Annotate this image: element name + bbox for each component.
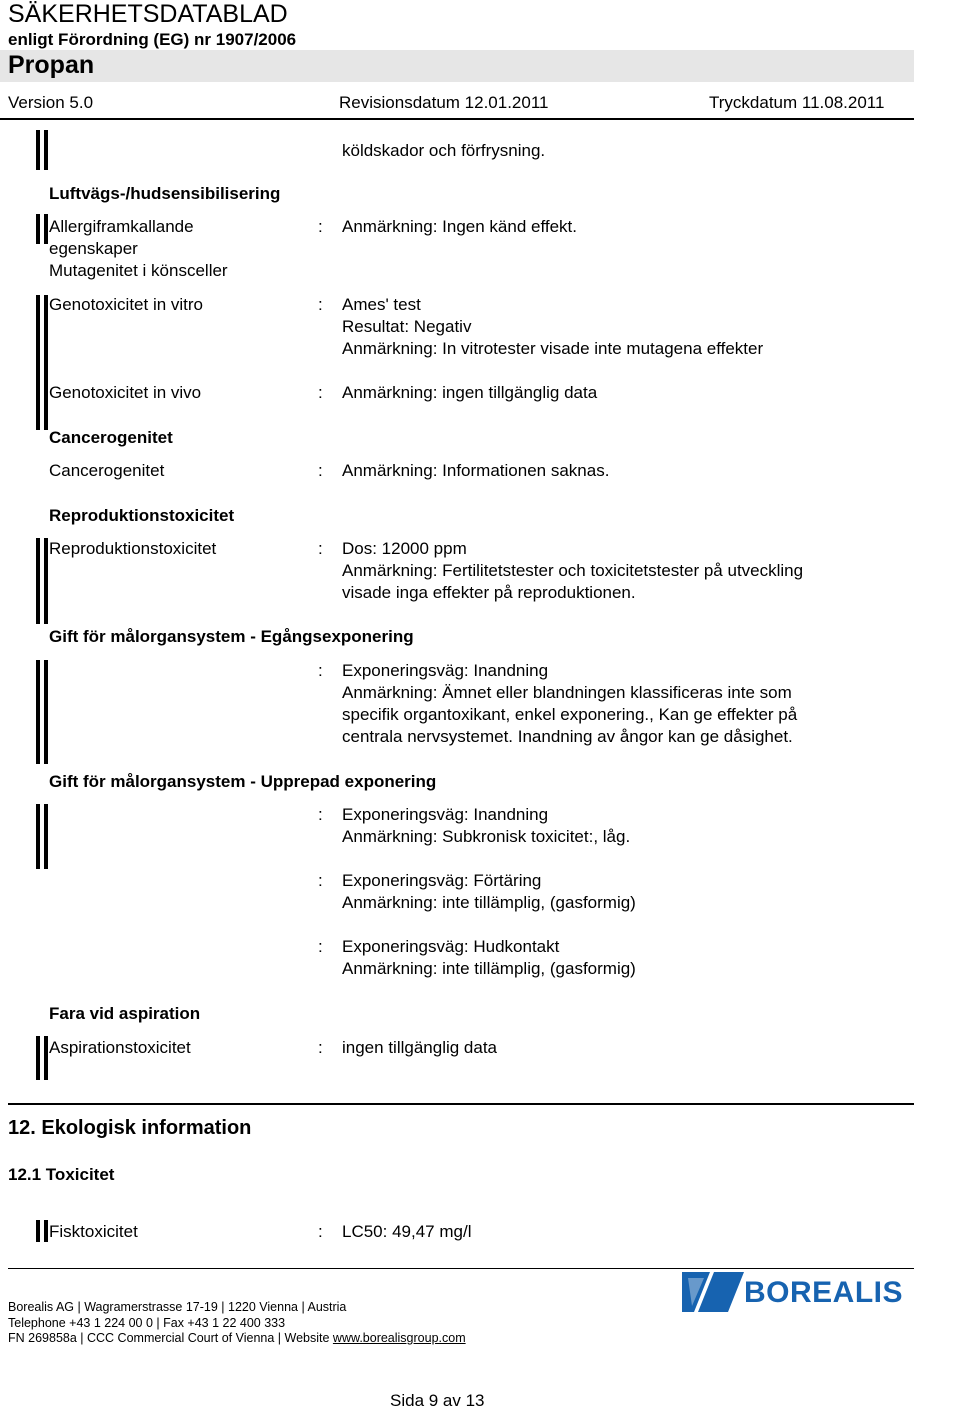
section-divider	[8, 1103, 914, 1105]
stot-repeated-heading: Gift för målorgansystem - Upprepad exponering	[49, 772, 437, 791]
stot-repeated-line: Exponeringsväg: Hudkontakt	[342, 937, 560, 956]
stot-single-line: centrala nervsystemet. Inandning av ångor kan ge dåsighet.	[342, 727, 793, 746]
borealis-logo	[680, 1268, 954, 1316]
change-bar	[36, 1036, 40, 1080]
stot-single-heading: Gift för målorgansystem - Egångsexponering	[49, 627, 414, 646]
borealis-logo-icon	[680, 1268, 746, 1314]
genotox-vitro-line: Anmärkning: In vitrotester visade inte mutagena effekter	[342, 339, 764, 358]
footer-registration-text: FN 269858a | CCC Commercial Court of Vienna | Website	[8, 1331, 333, 1345]
change-bar	[44, 1220, 48, 1242]
continuation-text: köldskador och förfrysning.	[342, 141, 546, 160]
separator-colon: :	[318, 805, 323, 824]
reproductive-line: Dos: 12000 ppm	[342, 539, 467, 558]
website-link[interactable]: www.borealisgroup.com	[332, 1331, 466, 1345]
change-bar	[36, 538, 40, 624]
separator-colon: :	[318, 871, 323, 890]
stot-single-line: Anmärkning: Ämnet eller blandningen klassificeras inte som	[342, 683, 792, 702]
stot-single-line: specifik organtoxikant, enkel exponering., Kan ge effekter på	[342, 705, 798, 724]
genotox-vitro-line: Ames' test	[342, 295, 421, 314]
section-12-title: 12. Ekologisk information	[8, 1117, 252, 1139]
change-bar	[44, 214, 48, 244]
change-bar	[36, 214, 40, 244]
change-bar	[44, 1036, 48, 1080]
fish-toxicity-label: Fisktoxicitet	[49, 1222, 138, 1241]
change-bar	[44, 538, 48, 624]
carcinogenicity-heading: Cancerogenitet	[49, 428, 173, 447]
change-bar	[36, 130, 40, 170]
stot-single-line: Exponeringsväg: Inandning	[342, 661, 549, 680]
stot-repeated-line: Exponeringsväg: Förtäring	[342, 871, 542, 890]
separator-colon: :	[318, 461, 323, 480]
genotox-vitro-line: Resultat: Negativ	[342, 317, 472, 336]
stot-repeated-line: Anmärkning: inte tillämplig, (gasformig)	[342, 959, 636, 978]
reproductive-line: visade inga effekter på reproduktionen.	[342, 583, 636, 602]
change-bar	[36, 295, 40, 430]
aspiration-value: ingen tillgänglig data	[342, 1038, 498, 1057]
footer-address: Borealis AG | Wagramerstrasse 17-19 | 1220 Vienna | Austria	[8, 1300, 347, 1314]
fish-toxicity-value: LC50: 49,47 mg/l	[342, 1222, 472, 1241]
separator-colon: :	[318, 383, 323, 402]
change-bar	[36, 660, 40, 764]
borealis-logo-text: BOREALIS	[744, 1276, 904, 1309]
change-bar	[36, 804, 40, 869]
genotox-vivo-value: Anmärkning: ingen tillgänglig data	[342, 383, 598, 402]
separator-colon: :	[318, 1038, 323, 1057]
change-bar	[36, 1220, 40, 1242]
separator-colon: :	[318, 295, 323, 314]
print-date: Tryckdatum 11.08.2011	[709, 93, 885, 112]
separator-colon: :	[318, 217, 323, 236]
sensitization-heading: Luftvägs-/hudsensibilisering	[49, 184, 281, 203]
revision-date: Revisionsdatum 12.01.2011	[339, 93, 549, 112]
document-title: SÄKERHETSDATABLAD	[8, 0, 288, 28]
separator-colon: :	[318, 1222, 323, 1241]
regulation-subtitle: enligt Förordning (EG) nr 1907/2006	[8, 30, 297, 49]
genotox-vivo-label: Genotoxicitet in vivo	[49, 383, 202, 402]
carcinogenicity-value: Anmärkning: Informationen saknas.	[342, 461, 610, 480]
separator-colon: :	[318, 937, 323, 956]
genotox-vitro-label: Genotoxicitet in vitro	[49, 295, 204, 314]
reproductive-heading: Reproduktionstoxicitet	[49, 506, 235, 525]
allergen-value: Anmärkning: Ingen känd effekt.	[342, 217, 578, 236]
product-band	[0, 50, 914, 82]
product-name: Propan	[8, 51, 95, 79]
section-12-1-title: 12.1 Toxicitet	[8, 1165, 115, 1184]
reproductive-label: Reproduktionstoxicitet	[49, 539, 217, 558]
allergen-label-line2: egenskaper	[49, 239, 138, 258]
carcinogenicity-label: Cancerogenitet	[49, 461, 165, 480]
stot-repeated-line: Anmärkning: Subkronisk toxicitet:, låg.	[342, 827, 631, 846]
footer-registration	[8, 1331, 466, 1347]
allergen-label-line1: Allergiframkallande	[49, 217, 194, 236]
mutagenicity-heading: Mutagenitet i könsceller	[49, 261, 228, 280]
stot-repeated-line: Exponeringsväg: Inandning	[342, 805, 549, 824]
separator-colon: :	[318, 661, 323, 680]
aspiration-heading: Fara vid aspiration	[49, 1004, 201, 1023]
version: Version 5.0	[8, 93, 94, 112]
reproductive-line: Anmärkning: Fertilitetstester och toxicitetstester på utveckling	[342, 561, 804, 580]
separator-colon: :	[318, 539, 323, 558]
aspiration-label: Aspirationstoxicitet	[49, 1038, 191, 1057]
change-bar	[44, 660, 48, 764]
stot-repeated-line: Anmärkning: inte tillämplig, (gasformig)	[342, 893, 636, 912]
header-divider	[0, 118, 914, 120]
change-bar	[44, 804, 48, 869]
footer-phone: Telephone +43 1 224 00 0 | Fax +43 1 22 400 333	[8, 1316, 286, 1330]
change-bar	[44, 295, 48, 430]
change-bar	[44, 130, 48, 170]
page-number: Sida 9 av 13	[390, 1391, 485, 1410]
